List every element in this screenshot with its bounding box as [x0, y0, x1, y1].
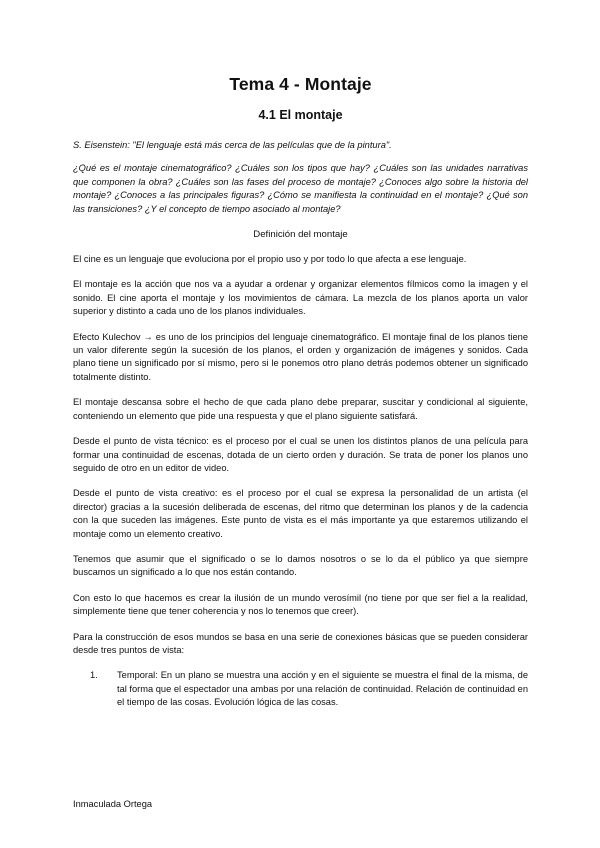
list-item: [73, 669, 528, 709]
paragraph: Desde el punto de vista creativo: es el proceso por el cual se expresa la personalidad de un artista (el director) gracias a la sucesión deliberada de escenas, del ritmo que determinan los planos y de la cadencia con la que suceden las imágenes. Este punto de vista es el más importante ya que estaremos utilizando el montaje como un elemento creativo.: [73, 488, 528, 539]
eisenstein-quote: S. Eisenstein: "El lenguaje está más cerca de las películas que de la pintura".: [73, 140, 392, 150]
paragraph: El montaje es la acción que nos va a ayudar a ordenar y organizar elementos fílmicos como la imagen y el sonido. El cine aporta el montaje y los movimientos de cámara. La mezcla de los planos aporta un valor superior y distinto a cada uno de los planos individuales.: [73, 279, 528, 317]
intro-questions: ¿Qué es el montaje cinematográfico? ¿Cuáles son los tipos que hay? ¿Cuáles son las unidades narrativas que componen la obra? ¿Cuáles son las fases del proceso de montaje? ¿Conoces algo sobre la historia del montaje? ¿Conoces a las principales figuras? ¿Cómo se manifiesta la continuidad en el montaje? ¿Qué son las transiciones? ¿Y el concepto de tiempo asociado al montaje?: [73, 163, 528, 214]
page-title: Tema 4 - Montaje: [229, 74, 372, 94]
paragraph: Con esto lo que hacemos es crear la ilusión de un mundo verosímil (no tiene por que ser fiel a la realidad, simplemente tiene que tener coherencia y nos lo tenemos que creer).: [73, 592, 528, 617]
list-item-number: 1.: [90, 670, 98, 681]
page-footer-author: Inmaculada Ortega: [73, 799, 153, 809]
paragraph: Desde el punto de vista técnico: es el proceso por el cual se unen los distintos planos de una película para formar una continuidad de escenas, dotada de un cierto orden y duración. Se trata de poner los planos uno seguido de otro en un editor de video.: [73, 436, 528, 473]
paragraph: El cine es un lenguaje que evoluciona por el propio uso y por todo lo que afecta a ese lenguaje.: [73, 254, 467, 265]
list-item-text: Temporal: En un plano se muestra una acción y en el siguiente se muestra el final de la misma, de tal forma que el espectador una ambas por una relación de continuidad. Relación de continuidad en el tiempo de las cosas. Evolución lógica de las cosas.: [117, 670, 528, 708]
paragraph: Tenemos que asumir que el significado o se lo damos nosotros o se lo da el público ya que siempre buscamos un significado a lo que nos están contando.: [73, 553, 528, 578]
paragraph: Para la construcción de esos mundos se basa en una serie de conexiones básicas que se pueden considerar desde tres puntos de vista:: [73, 631, 528, 655]
definition-heading: Definición del montaje: [253, 229, 348, 241]
paragraph: El montaje descansa sobre el hecho de que cada plano debe preparar, suscitar y condicional al siguiente, conteniendo un elemento que pide una respuesta y que el plano siguiente satisfará.: [73, 397, 528, 421]
paragraph: Efecto Kulechov → es uno de los principios del lenguaje cinematográfico. El montaje final de los planos tiene un valor diferente según la sucesión de los planos, el orden y organización de imágenes y sonidos. Cada plano tiene un significado por sí mismo, pero si le ponemos otro plano detrás podemos obtener un significado totalmente distinto.: [73, 331, 528, 382]
section-subtitle: 4.1 El montaje: [258, 108, 343, 122]
document-body: [73, 72, 528, 710]
connections-list: [73, 669, 528, 709]
